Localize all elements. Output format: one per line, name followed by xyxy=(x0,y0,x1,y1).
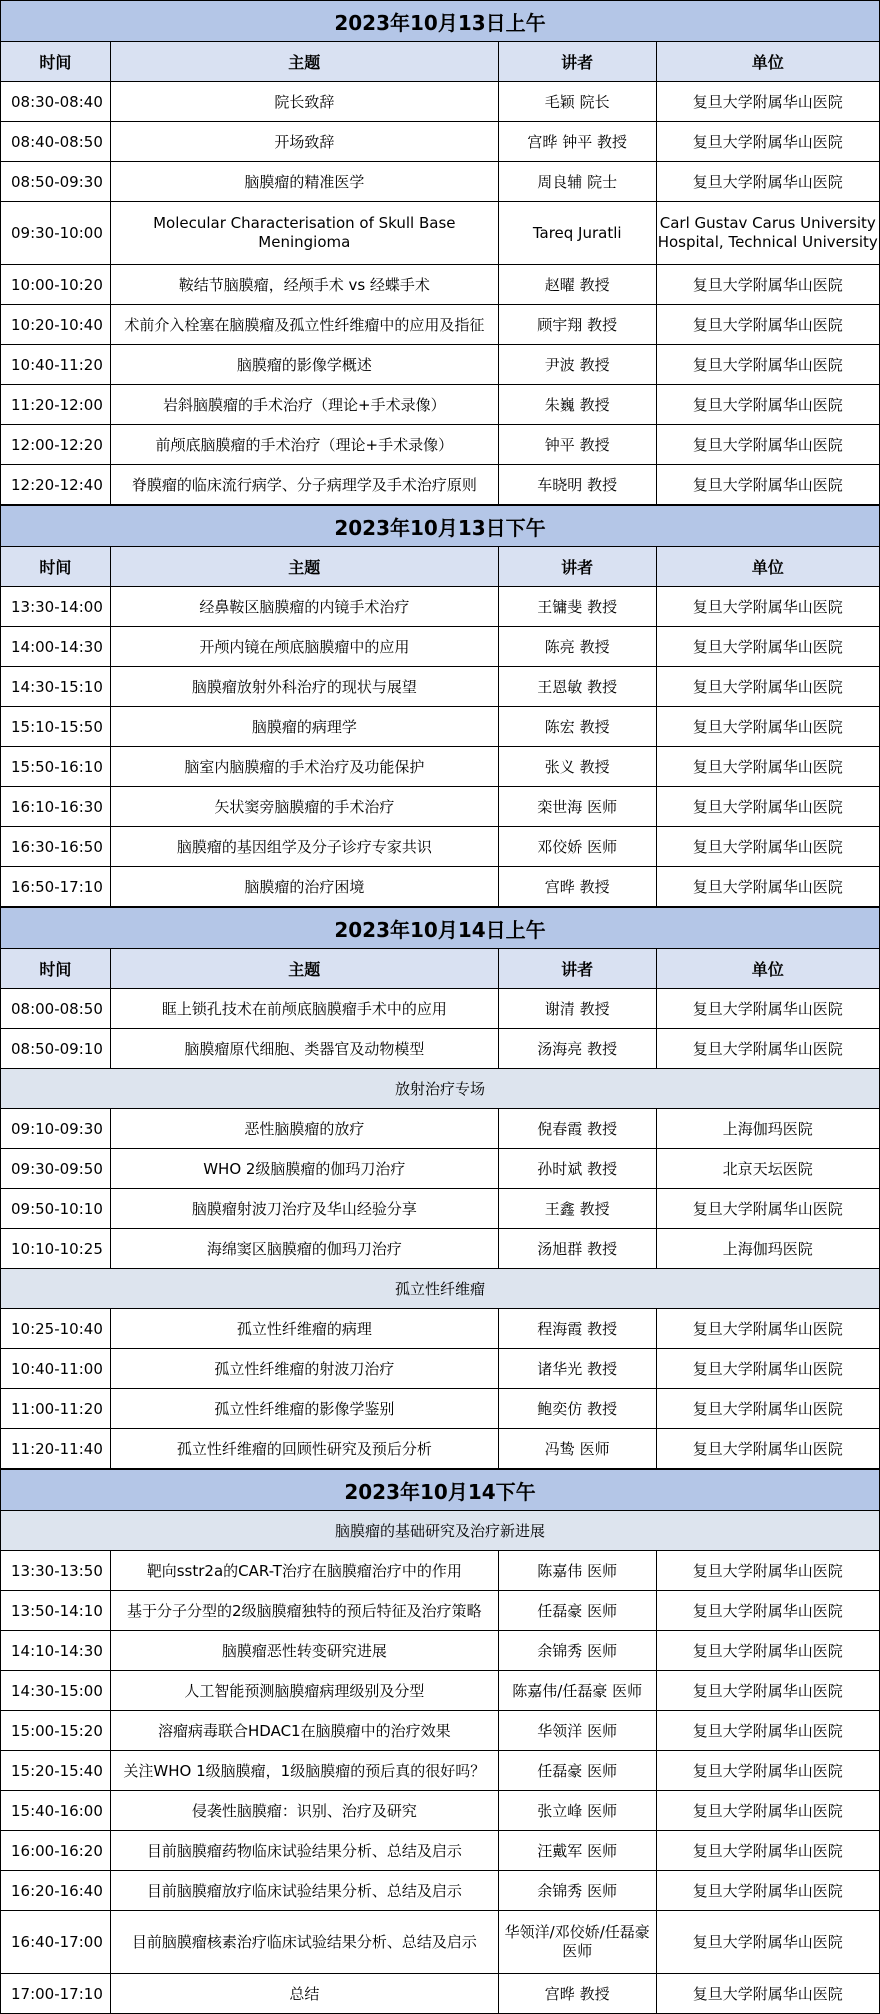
cell-time: 14:30-15:00 xyxy=(1,1671,111,1710)
table-row xyxy=(0,1711,880,1751)
cell-unit: 复旦大学附属华山医院 xyxy=(692,1842,843,1860)
table-row xyxy=(0,747,880,787)
cell-time: 15:40-16:00 xyxy=(1,1791,111,1830)
session-title: 孤立性纤维瘤 xyxy=(0,1269,880,1309)
cell-time: 16:00-16:20 xyxy=(1,1831,111,1870)
table-row xyxy=(0,627,880,667)
cell-topic: 脑室内脑膜瘤的手术治疗及功能保护 xyxy=(111,747,499,786)
table-header-row xyxy=(0,42,880,82)
table-row xyxy=(0,122,880,162)
header-topic: 主题 xyxy=(111,547,499,586)
cell-topic: WHO 2级脑膜瘤的伽玛刀治疗 xyxy=(111,1149,499,1188)
cell-speaker: 赵曜 教授 xyxy=(499,265,657,304)
cell-time: 08:40-08:50 xyxy=(1,122,111,161)
table-row xyxy=(0,82,880,122)
cell-speaker: 张立峰 医师 xyxy=(499,1791,657,1830)
header-unit: 单位 xyxy=(751,53,784,72)
cell-unit: 复旦大学附属华山医院 xyxy=(692,878,843,896)
cell-unit: 复旦大学附属华山医院 xyxy=(692,93,843,111)
cell-speaker: 谢清 教授 xyxy=(499,989,657,1028)
cell-topic: 靶向sstr2a的CAR-T治疗在脑膜瘤治疗中的作用 xyxy=(111,1551,499,1590)
cell-topic: 脑膜瘤原代细胞、类器官及动物模型 xyxy=(111,1029,499,1068)
table-row xyxy=(0,385,880,425)
table-row xyxy=(0,1389,880,1429)
table-row xyxy=(0,1349,880,1389)
cell-speaker: 王恩敏 教授 xyxy=(499,667,657,706)
header-topic: 主题 xyxy=(111,42,499,81)
cell-time: 16:10-16:30 xyxy=(1,787,111,826)
table-row xyxy=(0,787,880,827)
table-row xyxy=(0,867,880,907)
cell-time: 11:00-11:20 xyxy=(1,1389,111,1428)
table-row xyxy=(0,587,880,627)
cell-speaker: 余锦秀 医师 xyxy=(499,1871,657,1910)
cell-speaker: 邓佼娇 医师 xyxy=(499,827,657,866)
cell-topic: 脊膜瘤的临床流行病学、分子病理学及手术治疗原则 xyxy=(111,465,499,504)
cell-speaker: 汤海亮 教授 xyxy=(499,1029,657,1068)
table-row xyxy=(0,1591,880,1631)
cell-speaker: 朱巍 教授 xyxy=(499,385,657,424)
cell-time: 09:50-10:10 xyxy=(1,1189,111,1228)
cell-speaker: 鲍奕仿 教授 xyxy=(499,1389,657,1428)
header-speaker: 讲者 xyxy=(499,547,657,586)
header-topic: 主题 xyxy=(111,949,499,988)
table-row xyxy=(0,1189,880,1229)
cell-topic: 孤立性纤维瘤的影像学鉴别 xyxy=(111,1389,499,1428)
table-row xyxy=(0,1429,880,1469)
cell-time: 09:10-09:30 xyxy=(1,1109,111,1148)
cell-topic: 术前介入栓塞在脑膜瘤及孤立性纤维瘤中的应用及指征 xyxy=(111,305,499,344)
cell-unit: 复旦大学附属华山医院 xyxy=(692,1985,843,2003)
cell-unit: 复旦大学附属华山医院 xyxy=(692,276,843,294)
cell-topic: 鞍结节脑膜瘤，经颅手术 vs 经蝶手术 xyxy=(111,265,499,304)
cell-speaker: 汪戴军 医师 xyxy=(499,1831,657,1870)
cell-speaker: 顾宇翔 教授 xyxy=(499,305,657,344)
cell-unit: 复旦大学附属华山医院 xyxy=(692,798,843,816)
cell-unit: 复旦大学附属华山医院 xyxy=(692,1000,843,1018)
cell-unit: Carl Gustav Carus University Hospital, Technical University xyxy=(657,214,878,251)
cell-time: 15:10-15:50 xyxy=(1,707,111,746)
cell-topic: 经鼻鞍区脑膜瘤的内镜手术治疗 xyxy=(111,587,499,626)
cell-time: 08:50-09:10 xyxy=(1,1029,111,1068)
table-row xyxy=(0,1791,880,1831)
cell-topic: 脑膜瘤的影像学概述 xyxy=(111,345,499,384)
cell-time: 16:30-16:50 xyxy=(1,827,111,866)
cell-unit: 复旦大学附属华山医院 xyxy=(692,638,843,656)
cell-topic: 孤立性纤维瘤的射波刀治疗 xyxy=(111,1349,499,1388)
cell-time: 10:00-10:20 xyxy=(1,265,111,304)
cell-topic: 海绵窦区脑膜瘤的伽玛刀治疗 xyxy=(111,1229,499,1268)
cell-unit: 复旦大学附属华山医院 xyxy=(692,1360,843,1378)
cell-unit: 复旦大学附属华山医院 xyxy=(692,356,843,374)
table-row xyxy=(0,1029,880,1069)
table-row xyxy=(0,1974,880,2014)
cell-topic: 关注WHO 1级脑膜瘤，1级脑膜瘤的预后真的很好吗？ xyxy=(111,1751,499,1790)
cell-speaker: 诸华光 教授 xyxy=(499,1349,657,1388)
cell-topic: 恶性脑膜瘤的放疗 xyxy=(111,1109,499,1148)
table-row xyxy=(0,265,880,305)
table-row xyxy=(0,1631,880,1671)
cell-unit: 复旦大学附属华山医院 xyxy=(692,133,843,151)
cell-speaker: 钟平 教授 xyxy=(499,425,657,464)
table-header-row xyxy=(0,547,880,587)
cell-topic: 脑膜瘤的基因组学及分子诊疗专家共识 xyxy=(111,827,499,866)
cell-speaker: 宫晔 教授 xyxy=(499,867,657,906)
cell-unit: 上海伽玛医院 xyxy=(722,1120,813,1138)
cell-time: 10:10-10:25 xyxy=(1,1229,111,1268)
header-unit: 单位 xyxy=(751,960,784,979)
cell-time: 12:20-12:40 xyxy=(1,465,111,504)
cell-speaker: 汤旭群 教授 xyxy=(499,1229,657,1268)
cell-unit: 复旦大学附属华山医院 xyxy=(692,436,843,454)
cell-time: 16:40-17:00 xyxy=(1,1911,111,1973)
cell-speaker: 程海霞 教授 xyxy=(499,1309,657,1348)
cell-speaker: 冯鸷 医师 xyxy=(499,1429,657,1468)
cell-unit: 复旦大学附属华山医院 xyxy=(692,1802,843,1820)
cell-time: 10:25-10:40 xyxy=(1,1309,111,1348)
cell-unit: 复旦大学附属华山医院 xyxy=(692,1762,843,1780)
table-row xyxy=(0,202,880,265)
table-header-row xyxy=(0,949,880,989)
cell-speaker: 陈嘉伟/任磊豪 医师 xyxy=(499,1671,657,1710)
cell-topic: 岩斜脑膜瘤的手术治疗（理论+手术录像） xyxy=(111,385,499,424)
cell-topic: 脑膜瘤放射外科治疗的现状与展望 xyxy=(111,667,499,706)
cell-speaker: 任磊豪 医师 xyxy=(499,1751,657,1790)
cell-topic: 开场致辞 xyxy=(111,122,499,161)
cell-unit: 复旦大学附属华山医院 xyxy=(692,598,843,616)
cell-speaker: 孙时斌 教授 xyxy=(499,1149,657,1188)
cell-topic: 目前脑膜瘤药物临床试验结果分析、总结及启示 xyxy=(111,1831,499,1870)
cell-speaker: 华领洋/邓佼娇/任磊豪 医师 xyxy=(499,1911,657,1973)
cell-time: 08:00-08:50 xyxy=(1,989,111,1028)
cell-topic: 眶上锁孔技术在前颅底脑膜瘤手术中的应用 xyxy=(111,989,499,1028)
table-row xyxy=(0,1149,880,1189)
table-row xyxy=(0,1871,880,1911)
cell-unit: 复旦大学附属华山医院 xyxy=(692,1320,843,1338)
cell-time: 15:50-16:10 xyxy=(1,747,111,786)
header-time: 时间 xyxy=(1,949,111,988)
cell-unit: 复旦大学附属华山医院 xyxy=(692,718,843,736)
cell-unit: 复旦大学附属华山医院 xyxy=(692,1200,843,1218)
table-row xyxy=(0,345,880,385)
cell-speaker: 张义 教授 xyxy=(499,747,657,786)
cell-unit: 复旦大学附属华山医院 xyxy=(692,1602,843,1620)
cell-time: 09:30-10:00 xyxy=(1,202,111,264)
header-speaker: 讲者 xyxy=(499,42,657,81)
cell-speaker: 任磊豪 医师 xyxy=(499,1591,657,1630)
cell-speaker: 陈亮 教授 xyxy=(499,627,657,666)
cell-speaker: 周良辅 院士 xyxy=(499,162,657,201)
table-row xyxy=(0,425,880,465)
day-title: 2023年10月14日上午 xyxy=(0,907,880,949)
cell-unit: 复旦大学附属华山医院 xyxy=(692,1882,843,1900)
cell-speaker: 陈宏 教授 xyxy=(499,707,657,746)
table-row xyxy=(0,465,880,505)
table-row xyxy=(0,667,880,707)
table-row xyxy=(0,305,880,345)
cell-time: 16:50-17:10 xyxy=(1,867,111,906)
table-row xyxy=(0,1671,880,1711)
day-title: 2023年10月13日上午 xyxy=(0,0,880,42)
cell-time: 08:50-09:30 xyxy=(1,162,111,201)
table-row xyxy=(0,1831,880,1871)
cell-topic: 侵袭性脑膜瘤：识别、治疗及研究 xyxy=(111,1791,499,1830)
cell-speaker: 王镛斐 教授 xyxy=(499,587,657,626)
table-row xyxy=(0,1309,880,1349)
cell-topic: 院长致辞 xyxy=(111,82,499,121)
cell-unit: 复旦大学附属华山医院 xyxy=(692,1440,843,1458)
cell-speaker: 余锦秀 医师 xyxy=(499,1631,657,1670)
cell-time: 10:40-11:20 xyxy=(1,345,111,384)
cell-time: 10:20-10:40 xyxy=(1,305,111,344)
cell-time: 13:30-14:00 xyxy=(1,587,111,626)
table-row xyxy=(0,1109,880,1149)
cell-time: 16:20-16:40 xyxy=(1,1871,111,1910)
cell-unit: 复旦大学附属华山医院 xyxy=(692,1040,843,1058)
cell-speaker: Tareq Juratli xyxy=(499,202,657,264)
cell-speaker: 尹波 教授 xyxy=(499,345,657,384)
cell-speaker: 陈嘉伟 医师 xyxy=(499,1551,657,1590)
session-title: 脑膜瘤的基础研究及治疗新进展 xyxy=(0,1511,880,1551)
cell-unit: 复旦大学附属华山医院 xyxy=(692,316,843,334)
cell-topic: 人工智能预测脑膜瘤病理级别及分型 xyxy=(111,1671,499,1710)
cell-time: 13:50-14:10 xyxy=(1,1591,111,1630)
cell-time: 11:20-11:40 xyxy=(1,1429,111,1468)
cell-speaker: 宫晔 钟平 教授 xyxy=(499,122,657,161)
cell-speaker: 华领洋 医师 xyxy=(499,1711,657,1750)
cell-speaker: 宫晔 教授 xyxy=(499,1974,657,2013)
header-time: 时间 xyxy=(1,547,111,586)
cell-topic: 基于分子分型的2级脑膜瘤独特的预后特征及治疗策略 xyxy=(111,1591,499,1630)
cell-topic: 脑膜瘤射波刀治疗及华山经验分享 xyxy=(111,1189,499,1228)
cell-unit: 上海伽玛医院 xyxy=(722,1240,813,1258)
table-row xyxy=(0,1229,880,1269)
cell-time: 09:30-09:50 xyxy=(1,1149,111,1188)
day-title: 2023年10月14下午 xyxy=(0,1469,880,1511)
cell-topic: 脑膜瘤的精准医学 xyxy=(111,162,499,201)
cell-unit: 北京天坛医院 xyxy=(722,1160,813,1178)
cell-unit: 复旦大学附属华山医院 xyxy=(692,476,843,494)
cell-topic: 目前脑膜瘤核素治疗临床试验结果分析、总结及启示 xyxy=(111,1911,499,1973)
table-row xyxy=(0,1551,880,1591)
cell-speaker: 王鑫 教授 xyxy=(499,1189,657,1228)
table-row xyxy=(0,162,880,202)
cell-unit: 复旦大学附属华山医院 xyxy=(692,1932,843,1951)
table-row xyxy=(0,827,880,867)
cell-time: 13:30-13:50 xyxy=(1,1551,111,1590)
cell-topic: 孤立性纤维瘤的回顾性研究及预后分析 xyxy=(111,1429,499,1468)
cell-topic: 脑膜瘤的病理学 xyxy=(111,707,499,746)
cell-unit: 复旦大学附属华山医院 xyxy=(692,678,843,696)
cell-speaker: 栾世海 医师 xyxy=(499,787,657,826)
cell-unit: 复旦大学附属华山医院 xyxy=(692,1682,843,1700)
cell-topic: 总结 xyxy=(111,1974,499,2013)
cell-unit: 复旦大学附属华山医院 xyxy=(692,1722,843,1740)
cell-topic: 开颅内镜在颅底脑膜瘤中的应用 xyxy=(111,627,499,666)
cell-unit: 复旦大学附属华山医院 xyxy=(692,396,843,414)
cell-topic: 脑膜瘤恶性转变研究进展 xyxy=(111,1631,499,1670)
cell-speaker: 倪春霞 教授 xyxy=(499,1109,657,1148)
cell-unit: 复旦大学附属华山医院 xyxy=(692,1400,843,1418)
cell-topic: 目前脑膜瘤放疗临床试验结果分析、总结及启示 xyxy=(111,1871,499,1910)
cell-speaker: 车晓明 教授 xyxy=(499,465,657,504)
cell-time: 12:00-12:20 xyxy=(1,425,111,464)
cell-speaker: 毛颖 院长 xyxy=(499,82,657,121)
cell-topic: 前颅底脑膜瘤的手术治疗（理论+手术录像） xyxy=(111,425,499,464)
cell-time: 11:20-12:00 xyxy=(1,385,111,424)
table-row xyxy=(0,1751,880,1791)
cell-time: 17:00-17:10 xyxy=(1,1974,111,2013)
cell-topic: 脑膜瘤的治疗困境 xyxy=(111,867,499,906)
cell-topic: 溶瘤病毒联合HDAC1在脑膜瘤中的治疗效果 xyxy=(111,1711,499,1750)
header-unit: 单位 xyxy=(751,558,784,577)
table-row xyxy=(0,1911,880,1974)
header-time: 时间 xyxy=(1,42,111,81)
cell-unit: 复旦大学附属华山医院 xyxy=(692,758,843,776)
cell-topic: 孤立性纤维瘤的病理 xyxy=(111,1309,499,1348)
cell-time: 08:30-08:40 xyxy=(1,82,111,121)
cell-time: 14:10-14:30 xyxy=(1,1631,111,1670)
cell-topic: 矢状窦旁脑膜瘤的手术治疗 xyxy=(111,787,499,826)
cell-time: 14:30-15:10 xyxy=(1,667,111,706)
cell-time: 10:40-11:00 xyxy=(1,1349,111,1388)
table-row xyxy=(0,989,880,1029)
cell-unit: 复旦大学附属华山医院 xyxy=(692,1642,843,1660)
header-speaker: 讲者 xyxy=(499,949,657,988)
cell-topic: Molecular Characterisation of Skull Base Meningioma xyxy=(111,202,499,264)
day-title: 2023年10月13日下午 xyxy=(0,505,880,547)
cell-unit: 复旦大学附属华山医院 xyxy=(692,173,843,191)
table-row xyxy=(0,707,880,747)
cell-time: 15:20-15:40 xyxy=(1,1751,111,1790)
cell-unit: 复旦大学附属华山医院 xyxy=(692,1562,843,1580)
cell-time: 14:00-14:30 xyxy=(1,627,111,666)
cell-time: 15:00-15:20 xyxy=(1,1711,111,1750)
session-title: 放射治疗专场 xyxy=(0,1069,880,1109)
cell-unit: 复旦大学附属华山医院 xyxy=(692,838,843,856)
